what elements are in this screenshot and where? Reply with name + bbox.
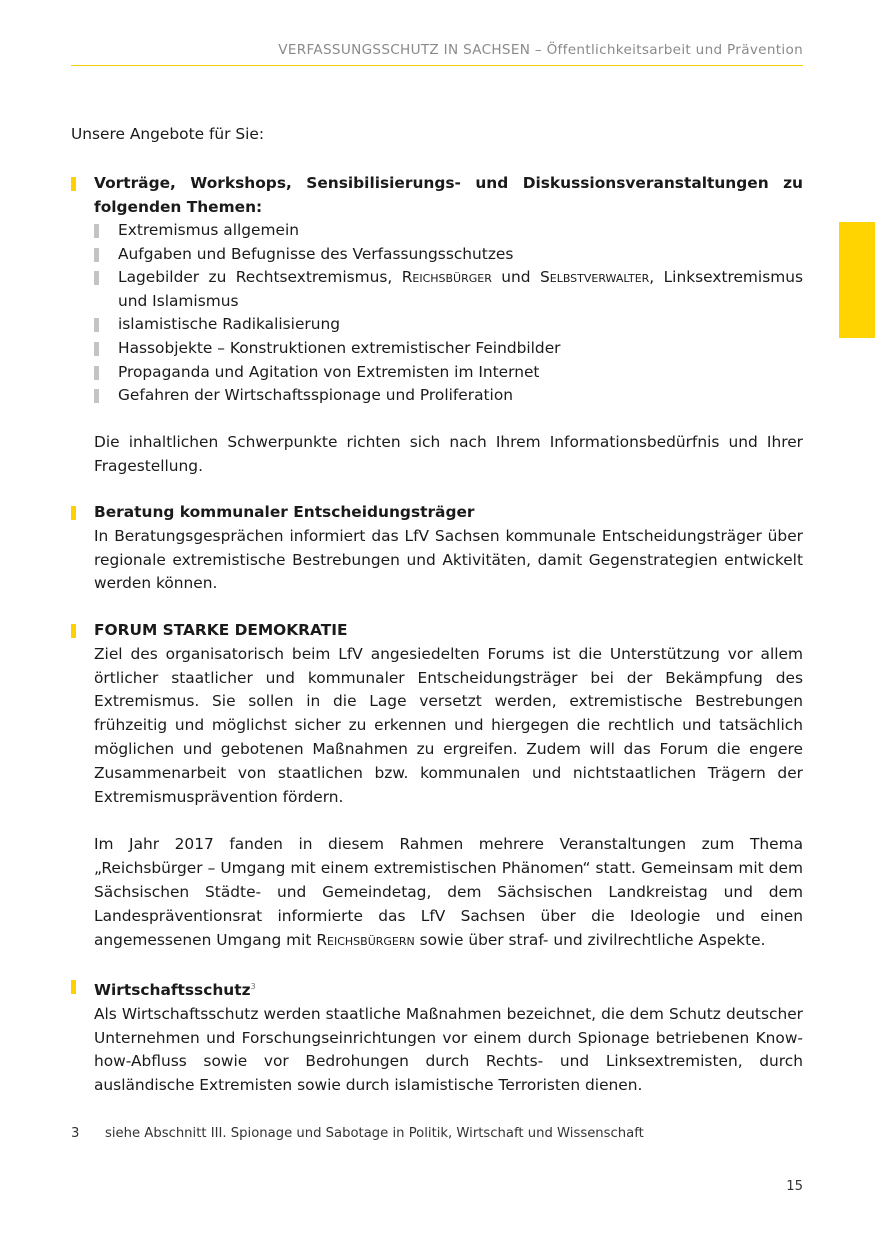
section-paragraph	[94, 833, 803, 952]
yellow-bullet-icon	[71, 980, 76, 994]
term-selbstverwalter: Selbstverwalter	[539, 268, 650, 287]
section-title-text: Wirtschaftsschutz	[94, 981, 251, 1000]
paragraph-text: sowie über straf- und zivilrechtliche Aspekte.	[414, 930, 766, 949]
footnote	[71, 1125, 803, 1143]
term-reichsbuergern: Reichsbürgern	[316, 930, 415, 949]
header-subtitle: Öffentlichkeitsarbeit und Prävention	[546, 42, 803, 58]
list-item	[94, 266, 803, 313]
footnote-number: 3	[71, 1126, 80, 1141]
list-item-text: Aufgaben und Befugnisse des Verfassungsschutzes	[118, 244, 514, 263]
list-item-text: Propaganda und Agitation von Extremisten im Internet	[118, 362, 540, 381]
section-title: FORUM STARKE DEMOKRATIE	[94, 621, 348, 640]
paragraph-text: Im Jahr 2017 fanden in diesem Rahmen mehrere Veranstaltungen zum Thema „Reichsbürger – Umgang mit einem extremistischen Phänomen“ statt. Gemeinsam mit dem Sächsischen Städte- und Gemeindetag, dem Sächsischen Landkreistag und dem Landespräventionsrat informierte das LfV Sachsen über die Ideologie und einen angemessenen Umgang mit	[94, 835, 803, 949]
list-item-text: und	[491, 268, 540, 287]
gray-bullet-icon	[94, 366, 99, 380]
footnote-text: siehe Abschnitt III. Spionage und Sabotage in Politik, Wirtschaft und Wissenschaft	[105, 1126, 644, 1141]
header-rule	[71, 65, 803, 66]
gray-bullet-icon	[94, 318, 99, 332]
header-separator: –	[530, 42, 547, 58]
list-item-text: Gefahren der Wirtschaftsspionage und Proliferation	[118, 386, 514, 405]
chapter-tab-marker	[839, 222, 875, 338]
section-title	[94, 975, 803, 1003]
list-item-text: Hassobjekte – Konstruktionen extremistischer Feindbilder	[118, 338, 561, 357]
section-note: Die inhaltlichen Schwerpunkte richten sich nach Ihrem Informationsbedürfnis und Ihrer Fragestellung.	[94, 432, 803, 475]
term-reichsbuerger: Reichsbürger	[401, 268, 492, 287]
gray-bullet-icon	[94, 271, 99, 285]
yellow-bullet-icon	[71, 177, 76, 191]
intro-text: Unsere Angebote für Sie:	[71, 125, 265, 143]
gray-bullet-icon	[94, 224, 99, 238]
list-item	[94, 337, 803, 361]
list-item	[94, 384, 803, 408]
list-item-text: , Linksextremismus und Islamismus	[118, 268, 803, 310]
list-item	[94, 313, 803, 337]
footnote-reference: 3	[250, 982, 256, 992]
header-title: VERFASSUNGSSCHUTZ IN SACHSEN	[278, 42, 531, 58]
section-text: Als Wirtschaftsschutz werden staatliche Maßnahmen bezeichnet, die dem Schutz deutscher Unternehmen und Forschungseinrichtungen vor einem durch Spionage betriebenen Know-how-Abfluss sowie vor Bedrohungen durch Rechts- und Linksextremisten, durch ausländische Extremisten sowie durch islamistische Terroristen dienen.	[94, 1004, 803, 1095]
list-item-text: islamistische Radikalisierung	[118, 315, 341, 334]
gray-bullet-icon	[94, 389, 99, 403]
section-advice	[71, 501, 803, 596]
main-content	[71, 122, 803, 1121]
gray-bullet-icon	[94, 342, 99, 356]
gray-bullet-icon	[94, 248, 99, 262]
list-item-text: Lagebilder zu Rechtsextremismus,	[118, 268, 402, 287]
list-item	[94, 219, 803, 243]
list-item	[94, 243, 803, 267]
section-lectures	[71, 172, 803, 478]
section-title: Vorträge, Workshops, Sensibilisierungs- und Diskussionsveranstaltungen zu folgenden Themen:	[94, 174, 803, 216]
section-economic-protection	[71, 975, 803, 1098]
list-item-text: Extremismus allgemein	[118, 221, 299, 239]
topic-list	[94, 219, 803, 408]
section-forum	[71, 619, 803, 952]
running-header	[71, 42, 803, 58]
yellow-bullet-icon	[71, 506, 76, 520]
yellow-bullet-icon	[71, 624, 76, 638]
section-paragraph: Ziel des organisatorisch beim LfV angesiedelten Forums ist die Unterstützung vor allem örtlicher staatlicher und kommunaler Entscheidungsträger bei der Bekämpfung des Extremismus. Sie sollen in die Lage versetzt werden, extremistische Bestrebungen frühzeitig und möglichst sicher zu erkennen und hiergegen die rechtlich und tatsächlich möglichen und gebotenen Maßnahmen zu ergreifen. Zudem will das Forum die engere Zusammenarbeit von staatlichen bzw. kommunalen und nichtstaatlichen Trägern der Extremismusprävention fördern.	[94, 644, 803, 806]
section-title: Beratung kommunaler Entscheidungsträger	[94, 503, 475, 522]
section-text: In Beratungsgesprächen informiert das LfV Sachsen kommunale Entscheidungsträger über regionale extremistische Bestrebungen und Aktivitäten, damit Gegenstrategien entwickelt werden können.	[94, 526, 803, 593]
page-number: 15	[786, 1179, 803, 1194]
list-item	[94, 361, 803, 385]
